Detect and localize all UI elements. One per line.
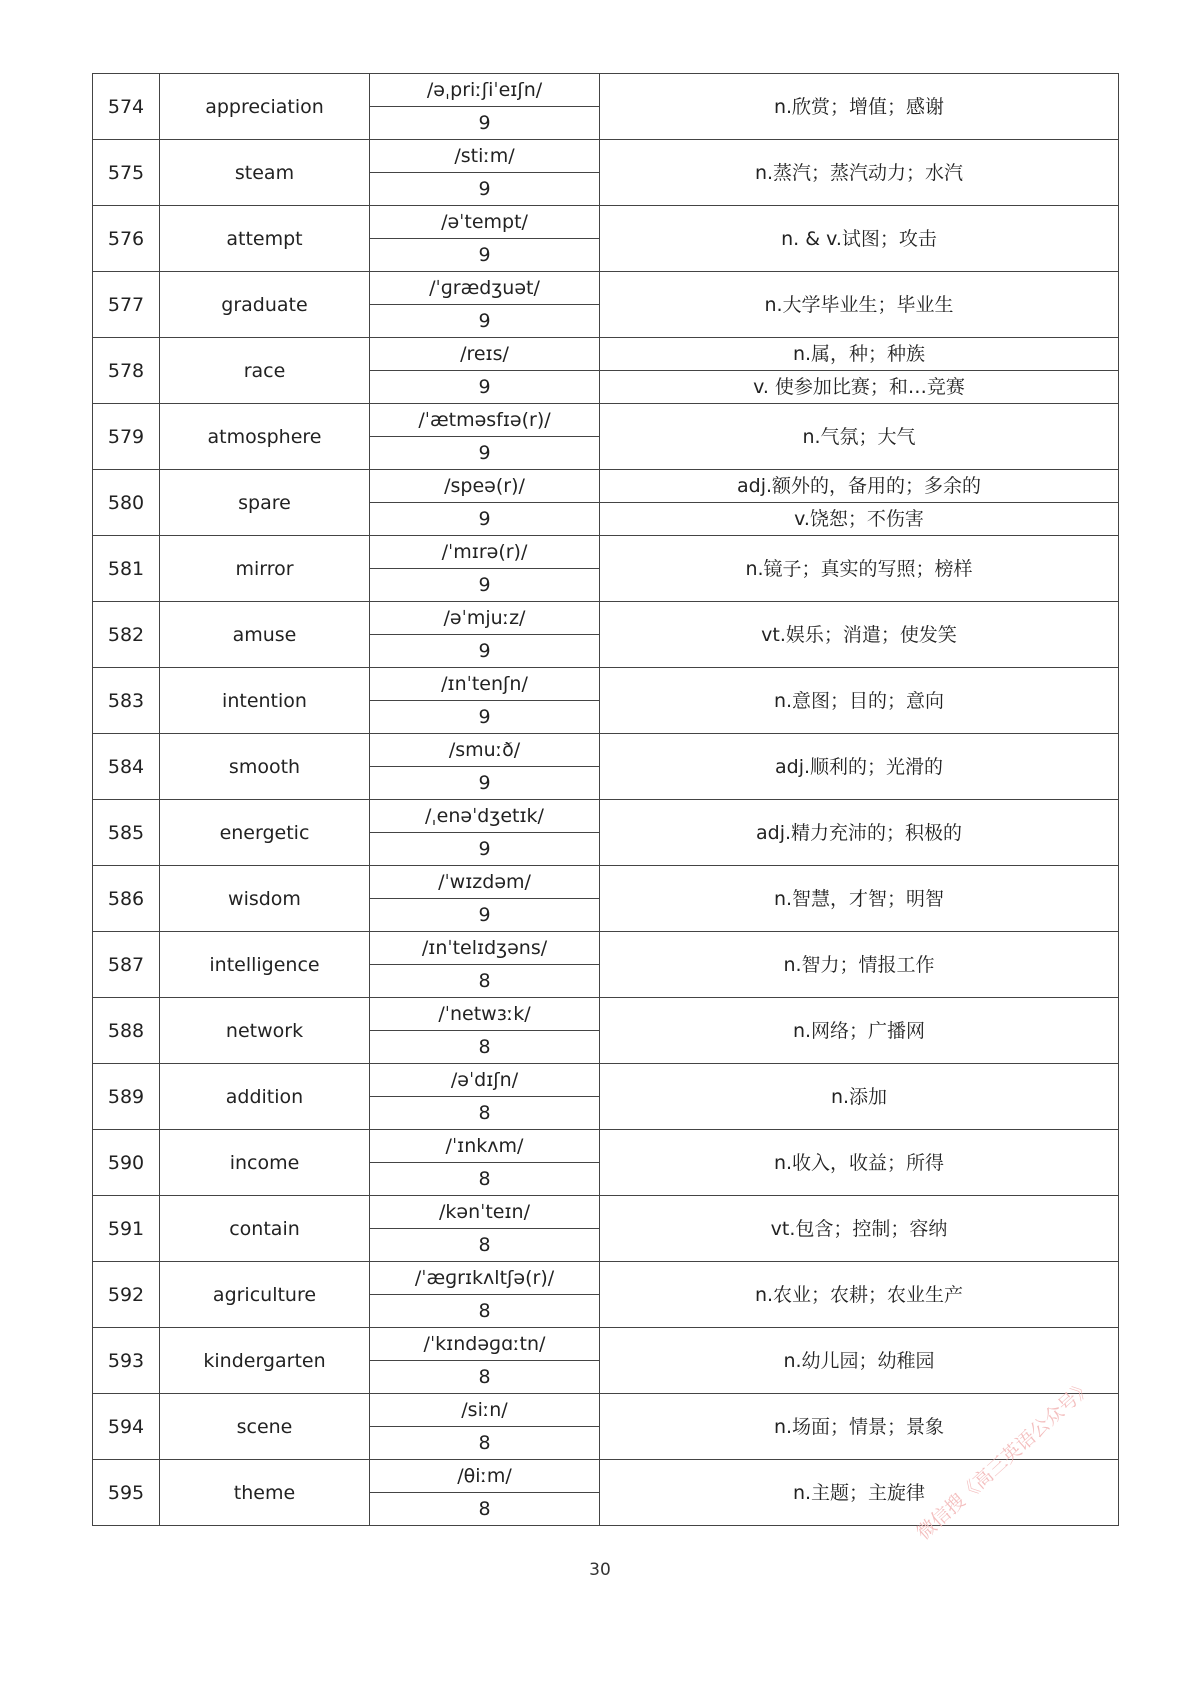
entry-frequency: 8 xyxy=(370,1097,600,1130)
entry-pronunciation: /ˈnetwɜːk/ xyxy=(370,998,600,1031)
table-row xyxy=(93,536,1119,569)
entry-number: 582 xyxy=(93,602,160,668)
entry-word: kindergarten xyxy=(160,1328,370,1394)
entry-number: 592 xyxy=(93,1262,160,1328)
entry-pronunciation: /ˈɡrædʒuət/ xyxy=(370,272,600,305)
entry-frequency: 9 xyxy=(370,305,600,338)
entry-meaning: n.欣赏；增值；感谢 xyxy=(600,74,1119,140)
entry-word: steam xyxy=(160,140,370,206)
entry-pronunciation: /ˈmɪrə(r)/ xyxy=(370,536,600,569)
entry-pronunciation: /speə(r)/ xyxy=(370,470,600,503)
entry-word: intention xyxy=(160,668,370,734)
entry-pronunciation: /kənˈteɪn/ xyxy=(370,1196,600,1229)
entry-pronunciation: /əˈdɪʃn/ xyxy=(370,1064,600,1097)
entry-word: scene xyxy=(160,1394,370,1460)
entry-meaning: n.农业；农耕；农业生产 xyxy=(600,1262,1119,1328)
table-row xyxy=(93,470,1119,503)
entry-number: 593 xyxy=(93,1328,160,1394)
entry-number: 581 xyxy=(93,536,160,602)
entry-meaning: n.属，种；种族 xyxy=(600,338,1119,371)
table-row xyxy=(93,206,1119,239)
watermark: 微信搜《高三英语公众号》 xyxy=(912,1375,1097,1545)
vocabulary-table-body xyxy=(93,74,1119,1526)
page-number: 30 xyxy=(589,1560,611,1580)
entry-number: 583 xyxy=(93,668,160,734)
entry-word: amuse xyxy=(160,602,370,668)
entry-word: spare xyxy=(160,470,370,536)
entry-frequency: 9 xyxy=(370,569,600,602)
entry-meaning: n.意图；目的；意向 xyxy=(600,668,1119,734)
entry-word: addition xyxy=(160,1064,370,1130)
entry-number: 579 xyxy=(93,404,160,470)
entry-meaning: n.网络；广播网 xyxy=(600,998,1119,1064)
entry-meaning: n.大学毕业生；毕业生 xyxy=(600,272,1119,338)
table-row xyxy=(93,602,1119,635)
entry-pronunciation: /əˌpriːʃiˈeɪʃn/ xyxy=(370,74,600,107)
entry-word: energetic xyxy=(160,800,370,866)
entry-meaning: n.场面；情景；景象 xyxy=(600,1394,1119,1460)
entry-word: theme xyxy=(160,1460,370,1526)
entry-number: 588 xyxy=(93,998,160,1064)
vocabulary-table xyxy=(92,73,1119,1526)
entry-meaning: adj.精力充沛的；积极的 xyxy=(600,800,1119,866)
entry-number: 574 xyxy=(93,74,160,140)
entry-pronunciation: /ɪnˈtelɪdʒəns/ xyxy=(370,932,600,965)
entry-frequency: 9 xyxy=(370,767,600,800)
entry-frequency: 9 xyxy=(370,239,600,272)
table-row xyxy=(93,1328,1119,1361)
entry-word: atmosphere xyxy=(160,404,370,470)
table-row xyxy=(93,1394,1119,1427)
entry-word: graduate xyxy=(160,272,370,338)
entry-meaning: n.主题；主旋律 xyxy=(600,1460,1119,1526)
entry-frequency: 9 xyxy=(370,173,600,206)
entry-number: 577 xyxy=(93,272,160,338)
entry-meaning: n.镜子；真实的写照；榜样 xyxy=(600,536,1119,602)
entry-word: agriculture xyxy=(160,1262,370,1328)
entry-number: 584 xyxy=(93,734,160,800)
entry-number: 594 xyxy=(93,1394,160,1460)
entry-frequency: 8 xyxy=(370,965,600,998)
entry-frequency: 9 xyxy=(370,503,600,536)
entry-word: attempt xyxy=(160,206,370,272)
entry-meaning: n.蒸汽；蒸汽动力；水汽 xyxy=(600,140,1119,206)
entry-pronunciation: /əˈmjuːz/ xyxy=(370,602,600,635)
table-row xyxy=(93,1196,1119,1229)
table-row xyxy=(93,734,1119,767)
entry-number: 591 xyxy=(93,1196,160,1262)
entry-frequency: 8 xyxy=(370,1427,600,1460)
entry-pronunciation: /ɪnˈtenʃn/ xyxy=(370,668,600,701)
table-row xyxy=(93,800,1119,833)
entry-frequency: 9 xyxy=(370,437,600,470)
entry-number: 587 xyxy=(93,932,160,998)
entry-word: intelligence xyxy=(160,932,370,998)
entry-pronunciation: /ˈɪnkʌm/ xyxy=(370,1130,600,1163)
table-row xyxy=(93,404,1119,437)
table-row xyxy=(93,866,1119,899)
entry-number: 576 xyxy=(93,206,160,272)
table-row xyxy=(93,140,1119,173)
entry-frequency: 9 xyxy=(370,701,600,734)
entry-frequency: 8 xyxy=(370,1163,600,1196)
entry-pronunciation: /smuːð/ xyxy=(370,734,600,767)
entry-frequency: 9 xyxy=(370,833,600,866)
entry-meaning-secondary: v. 使参加比赛；和…竞赛 xyxy=(600,371,1119,404)
entry-meaning: n.添加 xyxy=(600,1064,1119,1130)
entry-number: 580 xyxy=(93,470,160,536)
entry-number: 585 xyxy=(93,800,160,866)
entry-number: 590 xyxy=(93,1130,160,1196)
table-row xyxy=(93,1064,1119,1097)
entry-meaning: n.幼儿园；幼稚园 xyxy=(600,1328,1119,1394)
entry-meaning-secondary: v.饶恕；不伤害 xyxy=(600,503,1119,536)
entry-meaning: n.智慧，才智；明智 xyxy=(600,866,1119,932)
entry-number: 578 xyxy=(93,338,160,404)
entry-pronunciation: /θiːm/ xyxy=(370,1460,600,1493)
table-row xyxy=(93,272,1119,305)
entry-frequency: 8 xyxy=(370,1229,600,1262)
entry-word: mirror xyxy=(160,536,370,602)
entry-frequency: 8 xyxy=(370,1361,600,1394)
entry-pronunciation: /reɪs/ xyxy=(370,338,600,371)
entry-number: 589 xyxy=(93,1064,160,1130)
entry-frequency: 8 xyxy=(370,1031,600,1064)
entry-pronunciation: /ˈætməsfɪə(r)/ xyxy=(370,404,600,437)
entry-pronunciation: /əˈtempt/ xyxy=(370,206,600,239)
entry-number: 575 xyxy=(93,140,160,206)
entry-pronunciation: /stiːm/ xyxy=(370,140,600,173)
entry-word: race xyxy=(160,338,370,404)
entry-number: 586 xyxy=(93,866,160,932)
table-row xyxy=(93,338,1119,371)
entry-meaning: n. & v.试图；攻击 xyxy=(600,206,1119,272)
entry-meaning: adj.额外的，备用的；多余的 xyxy=(600,470,1119,503)
table-row xyxy=(93,932,1119,965)
entry-meaning: vt.包含；控制；容纳 xyxy=(600,1196,1119,1262)
table-row xyxy=(93,998,1119,1031)
entry-word: smooth xyxy=(160,734,370,800)
entry-word: wisdom xyxy=(160,866,370,932)
entry-frequency: 9 xyxy=(370,899,600,932)
entry-pronunciation: /ˈkɪndəɡɑːtn/ xyxy=(370,1328,600,1361)
entry-pronunciation: /ˈæɡrɪkʌltʃə(r)/ xyxy=(370,1262,600,1295)
entry-meaning: n.智力；情报工作 xyxy=(600,932,1119,998)
entry-frequency: 9 xyxy=(370,635,600,668)
entry-meaning: adj.顺利的；光滑的 xyxy=(600,734,1119,800)
entry-word: appreciation xyxy=(160,74,370,140)
entry-meaning: vt.娱乐；消遣；使发笑 xyxy=(600,602,1119,668)
entry-meaning: n.收入，收益；所得 xyxy=(600,1130,1119,1196)
entry-meaning: n.气氛；大气 xyxy=(600,404,1119,470)
table-row xyxy=(93,1130,1119,1163)
entry-pronunciation: /ˌenəˈdʒetɪk/ xyxy=(370,800,600,833)
entry-word: income xyxy=(160,1130,370,1196)
entry-word: contain xyxy=(160,1196,370,1262)
table-row xyxy=(93,1262,1119,1295)
entry-word: network xyxy=(160,998,370,1064)
entry-frequency: 8 xyxy=(370,1295,600,1328)
entry-frequency: 9 xyxy=(370,107,600,140)
entry-pronunciation: /ˈwɪzdəm/ xyxy=(370,866,600,899)
table-row xyxy=(93,74,1119,107)
entry-number: 595 xyxy=(93,1460,160,1526)
entry-frequency: 8 xyxy=(370,1493,600,1526)
entry-frequency: 9 xyxy=(370,371,600,404)
entry-pronunciation: /siːn/ xyxy=(370,1394,600,1427)
table-row xyxy=(93,668,1119,701)
